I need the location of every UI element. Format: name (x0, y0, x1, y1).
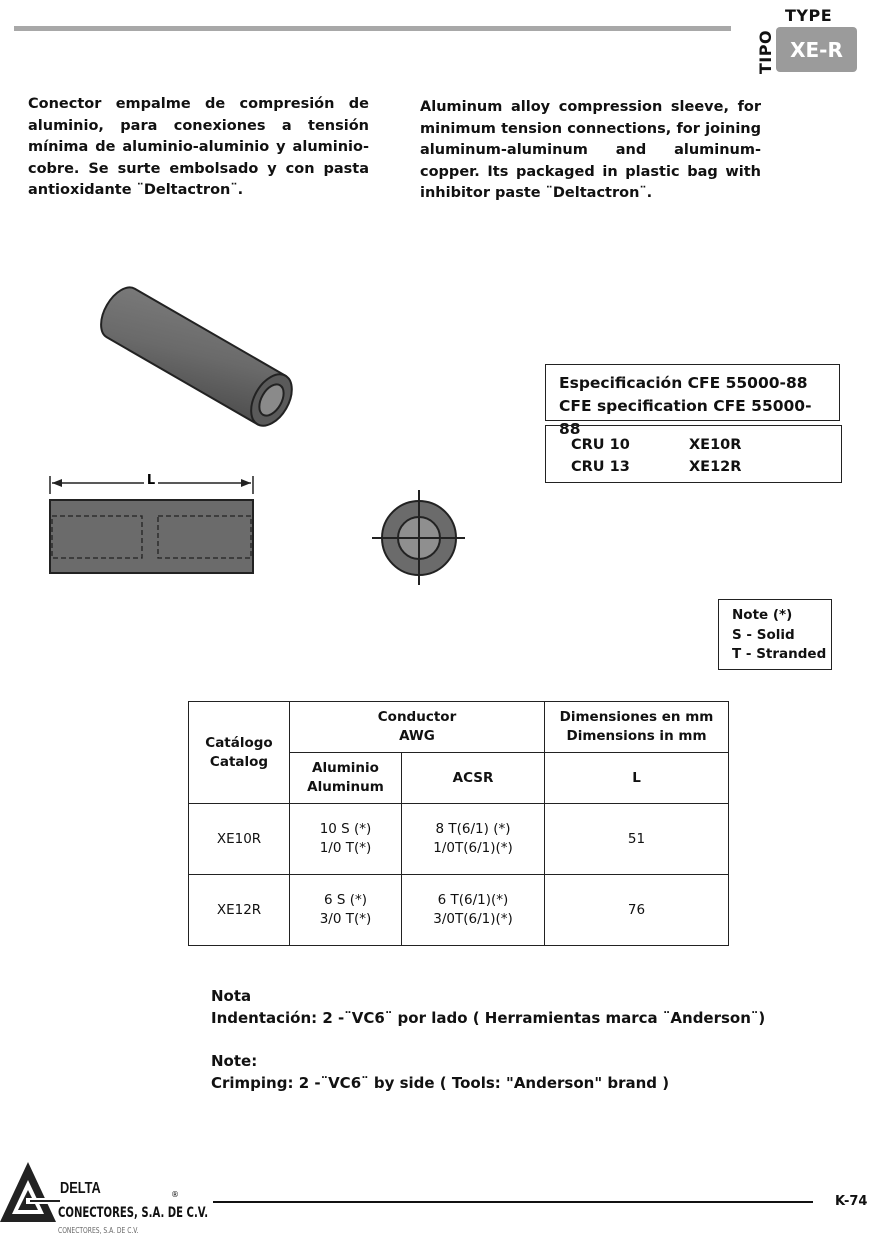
cell-acsr: 6 T(6/1)(*) 3/0T(6/1)(*) (402, 875, 545, 946)
note-legend-solid: S - Solid (732, 626, 795, 643)
registered-mark: ® (171, 1190, 179, 1199)
sleeve-3d-illustration (85, 275, 310, 445)
sleeve-end-view (370, 490, 470, 586)
cell-catalog: XE10R (189, 804, 290, 875)
catalog-table (188, 701, 729, 946)
logo-company-name: CONECTORES, S.A. DE C.V. (58, 1205, 209, 1221)
page-number: K-74 (835, 1194, 868, 1209)
sleeve-side-view (44, 468, 259, 580)
model-badge: XE-R (776, 27, 857, 72)
cell-catalog: XE12R (189, 875, 290, 946)
nota-text: Indentación: 2 -¨VC6¨ por lado ( Herramientas marca ¨Anderson¨) (211, 1009, 766, 1027)
cru-catalog: XE12R (689, 459, 742, 475)
cru-row (571, 434, 841, 456)
delta-logo-icon (0, 1160, 60, 1230)
logo-delta-text: DELTA (60, 1180, 101, 1197)
bottom-rule (213, 1201, 813, 1203)
table-row (189, 804, 729, 875)
note-legend-stranded: T - Stranded (732, 646, 827, 662)
header-aluminum: Aluminio Aluminum (290, 753, 402, 804)
note-legend-title: Note (*) (732, 607, 793, 623)
header-acsr: ACSR (402, 753, 545, 804)
crimping-notes (211, 985, 765, 1094)
cru-code: CRU 13 (571, 459, 630, 475)
header-conductor: Conductor AWG (290, 702, 545, 753)
cell-aluminum: 6 S (*) 3/0 T(*) (290, 875, 402, 946)
note-title: Note: (211, 1052, 258, 1070)
nota-title: Nota (211, 987, 252, 1005)
cru-catalog: XE10R (689, 437, 742, 453)
header-length: L (545, 753, 729, 804)
cell-length: 51 (545, 804, 729, 875)
note-text: Crimping: 2 -¨VC6¨ by side ( Tools: "Anderson" brand ) (211, 1074, 670, 1092)
header-dimensions: Dimensiones en mm Dimensions in mm (545, 702, 729, 753)
length-dimension-label: L (146, 473, 156, 488)
spec-line-spanish: Especificación CFE 55000-88 (559, 374, 808, 392)
header-catalog: Catálogo Catalog (189, 702, 290, 804)
logo-company-subtext: CONECTORES, S.A. DE C.V. (58, 1226, 139, 1235)
type-label: TYPE (785, 6, 833, 25)
description-english: Aluminum alloy compression sleeve, for minimum tension connections, for joining aluminum-aluminum and aluminum-copper. Its packaged in plastic bag with inhibitor paste ¨Deltactron¨. (420, 99, 761, 201)
cell-acsr: 8 T(6/1) (*) 1/0T(6/1)(*) (402, 804, 545, 875)
spec-line-english: CFE specification CFE 55000-88 (559, 397, 812, 438)
cell-length: 76 (545, 875, 729, 946)
note-legend-box (718, 599, 832, 670)
cell-aluminum: 10 S (*) 1/0 T(*) (290, 804, 402, 875)
top-rule (14, 26, 731, 31)
description-spanish: Conector empalme de compresión de aluminio, para conexiones a tensión mínima de aluminio-aluminio y aluminio-cobre. Se surte embolsado y con pasta antioxidante ¨Deltactron¨. (28, 96, 369, 198)
table-row (189, 875, 729, 946)
cfe-specification-box (545, 364, 840, 438)
cru-code: CRU 10 (571, 437, 630, 453)
cru-box (545, 425, 842, 483)
tipo-label: TIPO (756, 29, 775, 75)
cru-row (571, 456, 841, 478)
